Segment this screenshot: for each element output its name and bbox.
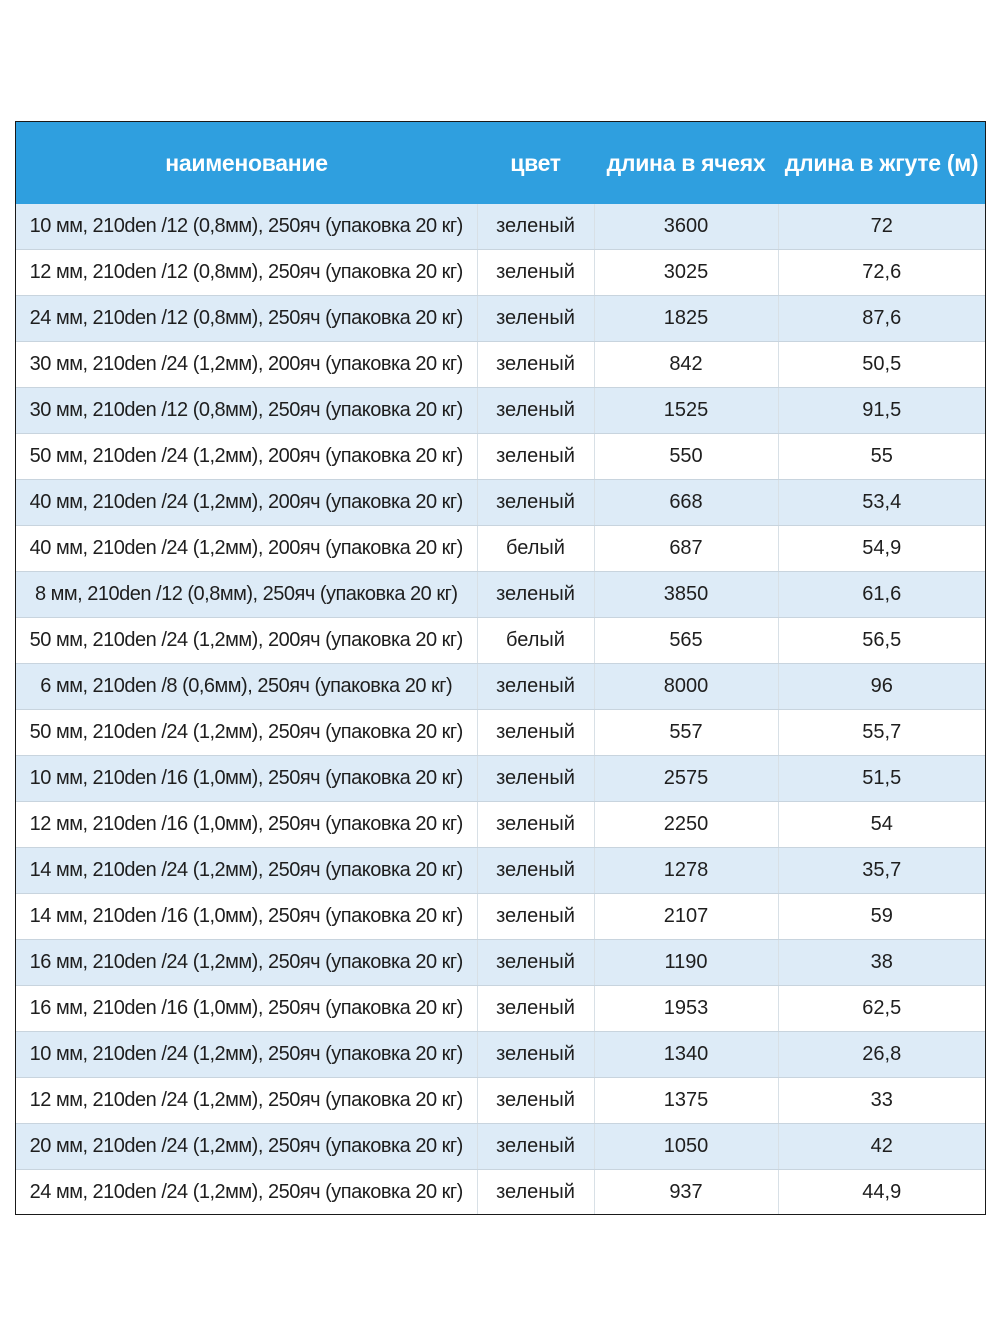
cell-name: 14 мм, 210den /24 (1,2мм), 250яч (упаковка 20 кг) bbox=[16, 848, 477, 894]
table-row bbox=[16, 1078, 985, 1124]
table-header bbox=[16, 122, 985, 204]
cell-color: зеленый bbox=[477, 802, 594, 848]
cell-cells-length: 1278 bbox=[594, 848, 778, 894]
cell-color: зеленый bbox=[477, 434, 594, 480]
cell-cells-length: 557 bbox=[594, 710, 778, 756]
cell-name: 8 мм, 210den /12 (0,8мм), 250яч (упаковка 20 кг) bbox=[16, 572, 477, 618]
cell-name: 40 мм, 210den /24 (1,2мм), 200яч (упаковка 20 кг) bbox=[16, 480, 477, 526]
cell-color: зеленый bbox=[477, 894, 594, 940]
cell-cells-length: 1525 bbox=[594, 388, 778, 434]
table-row bbox=[16, 756, 985, 802]
cell-name: 24 мм, 210den /24 (1,2мм), 250яч (упаковка 20 кг) bbox=[16, 1170, 477, 1216]
cell-color: зеленый bbox=[477, 204, 594, 250]
header-rope-length: длина в жгуте (м) bbox=[778, 122, 985, 204]
cell-color: белый bbox=[477, 526, 594, 572]
table-row bbox=[16, 802, 985, 848]
cell-color: белый bbox=[477, 618, 594, 664]
table-row bbox=[16, 572, 985, 618]
cell-cells-length: 842 bbox=[594, 342, 778, 388]
cell-rope-length: 72,6 bbox=[778, 250, 985, 296]
cell-rope-length: 35,7 bbox=[778, 848, 985, 894]
cell-rope-length: 62,5 bbox=[778, 986, 985, 1032]
cell-rope-length: 54 bbox=[778, 802, 985, 848]
cell-name: 24 мм, 210den /12 (0,8мм), 250яч (упаковка 20 кг) bbox=[16, 296, 477, 342]
cell-rope-length: 59 bbox=[778, 894, 985, 940]
table-row bbox=[16, 342, 985, 388]
cell-rope-length: 55 bbox=[778, 434, 985, 480]
cell-rope-length: 55,7 bbox=[778, 710, 985, 756]
cell-cells-length: 2107 bbox=[594, 894, 778, 940]
cell-rope-length: 51,5 bbox=[778, 756, 985, 802]
cell-color: зеленый bbox=[477, 1078, 594, 1124]
cell-color: зеленый bbox=[477, 710, 594, 756]
cell-name: 10 мм, 210den /16 (1,0мм), 250яч (упаковка 20 кг) bbox=[16, 756, 477, 802]
cell-rope-length: 91,5 bbox=[778, 388, 985, 434]
cell-rope-length: 87,6 bbox=[778, 296, 985, 342]
cell-color: зеленый bbox=[477, 342, 594, 388]
cell-rope-length: 26,8 bbox=[778, 1032, 985, 1078]
header-color: цвет bbox=[477, 122, 594, 204]
cell-name: 16 мм, 210den /24 (1,2мм), 250яч (упаковка 20 кг) bbox=[16, 940, 477, 986]
cell-name: 12 мм, 210den /16 (1,0мм), 250яч (упаковка 20 кг) bbox=[16, 802, 477, 848]
table-row bbox=[16, 434, 985, 480]
cell-rope-length: 33 bbox=[778, 1078, 985, 1124]
cell-cells-length: 8000 bbox=[594, 664, 778, 710]
cell-color: зеленый bbox=[477, 940, 594, 986]
cell-rope-length: 96 bbox=[778, 664, 985, 710]
table-row bbox=[16, 894, 985, 940]
cell-name: 10 мм, 210den /12 (0,8мм), 250яч (упаковка 20 кг) bbox=[16, 204, 477, 250]
product-table bbox=[15, 121, 986, 1215]
cell-cells-length: 668 bbox=[594, 480, 778, 526]
cell-rope-length: 38 bbox=[778, 940, 985, 986]
table-row bbox=[16, 388, 985, 434]
cell-cells-length: 2250 bbox=[594, 802, 778, 848]
cell-cells-length: 1825 bbox=[594, 296, 778, 342]
netting-specs-table bbox=[16, 122, 985, 1215]
cell-cells-length: 1953 bbox=[594, 986, 778, 1032]
cell-rope-length: 72 bbox=[778, 204, 985, 250]
table-row bbox=[16, 1124, 985, 1170]
table-row bbox=[16, 526, 985, 572]
cell-color: зеленый bbox=[477, 848, 594, 894]
cell-cells-length: 1375 bbox=[594, 1078, 778, 1124]
cell-rope-length: 50,5 bbox=[778, 342, 985, 388]
cell-cells-length: 3600 bbox=[594, 204, 778, 250]
table-row bbox=[16, 986, 985, 1032]
cell-color: зеленый bbox=[477, 1032, 594, 1078]
cell-cells-length: 1050 bbox=[594, 1124, 778, 1170]
table-row bbox=[16, 940, 985, 986]
cell-color: зеленый bbox=[477, 296, 594, 342]
cell-color: зеленый bbox=[477, 756, 594, 802]
cell-color: зеленый bbox=[477, 572, 594, 618]
table-row bbox=[16, 848, 985, 894]
cell-name: 30 мм, 210den /24 (1,2мм), 200яч (упаковка 20 кг) bbox=[16, 342, 477, 388]
cell-rope-length: 44,9 bbox=[778, 1170, 985, 1216]
cell-color: зеленый bbox=[477, 250, 594, 296]
cell-cells-length: 550 bbox=[594, 434, 778, 480]
cell-name: 12 мм, 210den /24 (1,2мм), 250яч (упаковка 20 кг) bbox=[16, 1078, 477, 1124]
table-row bbox=[16, 664, 985, 710]
table-row bbox=[16, 618, 985, 664]
cell-color: зеленый bbox=[477, 388, 594, 434]
cell-cells-length: 2575 bbox=[594, 756, 778, 802]
cell-color: зеленый bbox=[477, 480, 594, 526]
cell-rope-length: 42 bbox=[778, 1124, 985, 1170]
header-cells-length: длина в ячеях bbox=[594, 122, 778, 204]
cell-name: 20 мм, 210den /24 (1,2мм), 250яч (упаковка 20 кг) bbox=[16, 1124, 477, 1170]
cell-name: 6 мм, 210den /8 (0,6мм), 250яч (упаковка 20 кг) bbox=[16, 664, 477, 710]
cell-name: 16 мм, 210den /16 (1,0мм), 250яч (упаковка 20 кг) bbox=[16, 986, 477, 1032]
table-row bbox=[16, 480, 985, 526]
table-body bbox=[16, 204, 985, 1215]
cell-cells-length: 687 bbox=[594, 526, 778, 572]
cell-rope-length: 56,5 bbox=[778, 618, 985, 664]
header-row bbox=[16, 122, 985, 204]
cell-rope-length: 61,6 bbox=[778, 572, 985, 618]
cell-cells-length: 3850 bbox=[594, 572, 778, 618]
cell-name: 10 мм, 210den /24 (1,2мм), 250яч (упаковка 20 кг) bbox=[16, 1032, 477, 1078]
table-row bbox=[16, 710, 985, 756]
cell-name: 50 мм, 210den /24 (1,2мм), 200яч (упаковка 20 кг) bbox=[16, 434, 477, 480]
cell-cells-length: 1190 bbox=[594, 940, 778, 986]
table-row bbox=[16, 1032, 985, 1078]
cell-rope-length: 53,4 bbox=[778, 480, 985, 526]
table-row bbox=[16, 1170, 985, 1216]
cell-rope-length: 54,9 bbox=[778, 526, 985, 572]
cell-color: зеленый bbox=[477, 664, 594, 710]
cell-color: зеленый bbox=[477, 1170, 594, 1216]
cell-cells-length: 3025 bbox=[594, 250, 778, 296]
cell-color: зеленый bbox=[477, 986, 594, 1032]
cell-name: 40 мм, 210den /24 (1,2мм), 200яч (упаковка 20 кг) bbox=[16, 526, 477, 572]
table-row bbox=[16, 204, 985, 250]
cell-cells-length: 937 bbox=[594, 1170, 778, 1216]
cell-cells-length: 1340 bbox=[594, 1032, 778, 1078]
table-row bbox=[16, 250, 985, 296]
header-name: наименование bbox=[16, 122, 477, 204]
cell-cells-length: 565 bbox=[594, 618, 778, 664]
cell-color: зеленый bbox=[477, 1124, 594, 1170]
cell-name: 14 мм, 210den /16 (1,0мм), 250яч (упаковка 20 кг) bbox=[16, 894, 477, 940]
cell-name: 12 мм, 210den /12 (0,8мм), 250яч (упаковка 20 кг) bbox=[16, 250, 477, 296]
table-row bbox=[16, 296, 985, 342]
cell-name: 50 мм, 210den /24 (1,2мм), 250яч (упаковка 20 кг) bbox=[16, 710, 477, 756]
cell-name: 50 мм, 210den /24 (1,2мм), 200яч (упаковка 20 кг) bbox=[16, 618, 477, 664]
cell-name: 30 мм, 210den /12 (0,8мм), 250яч (упаковка 20 кг) bbox=[16, 388, 477, 434]
